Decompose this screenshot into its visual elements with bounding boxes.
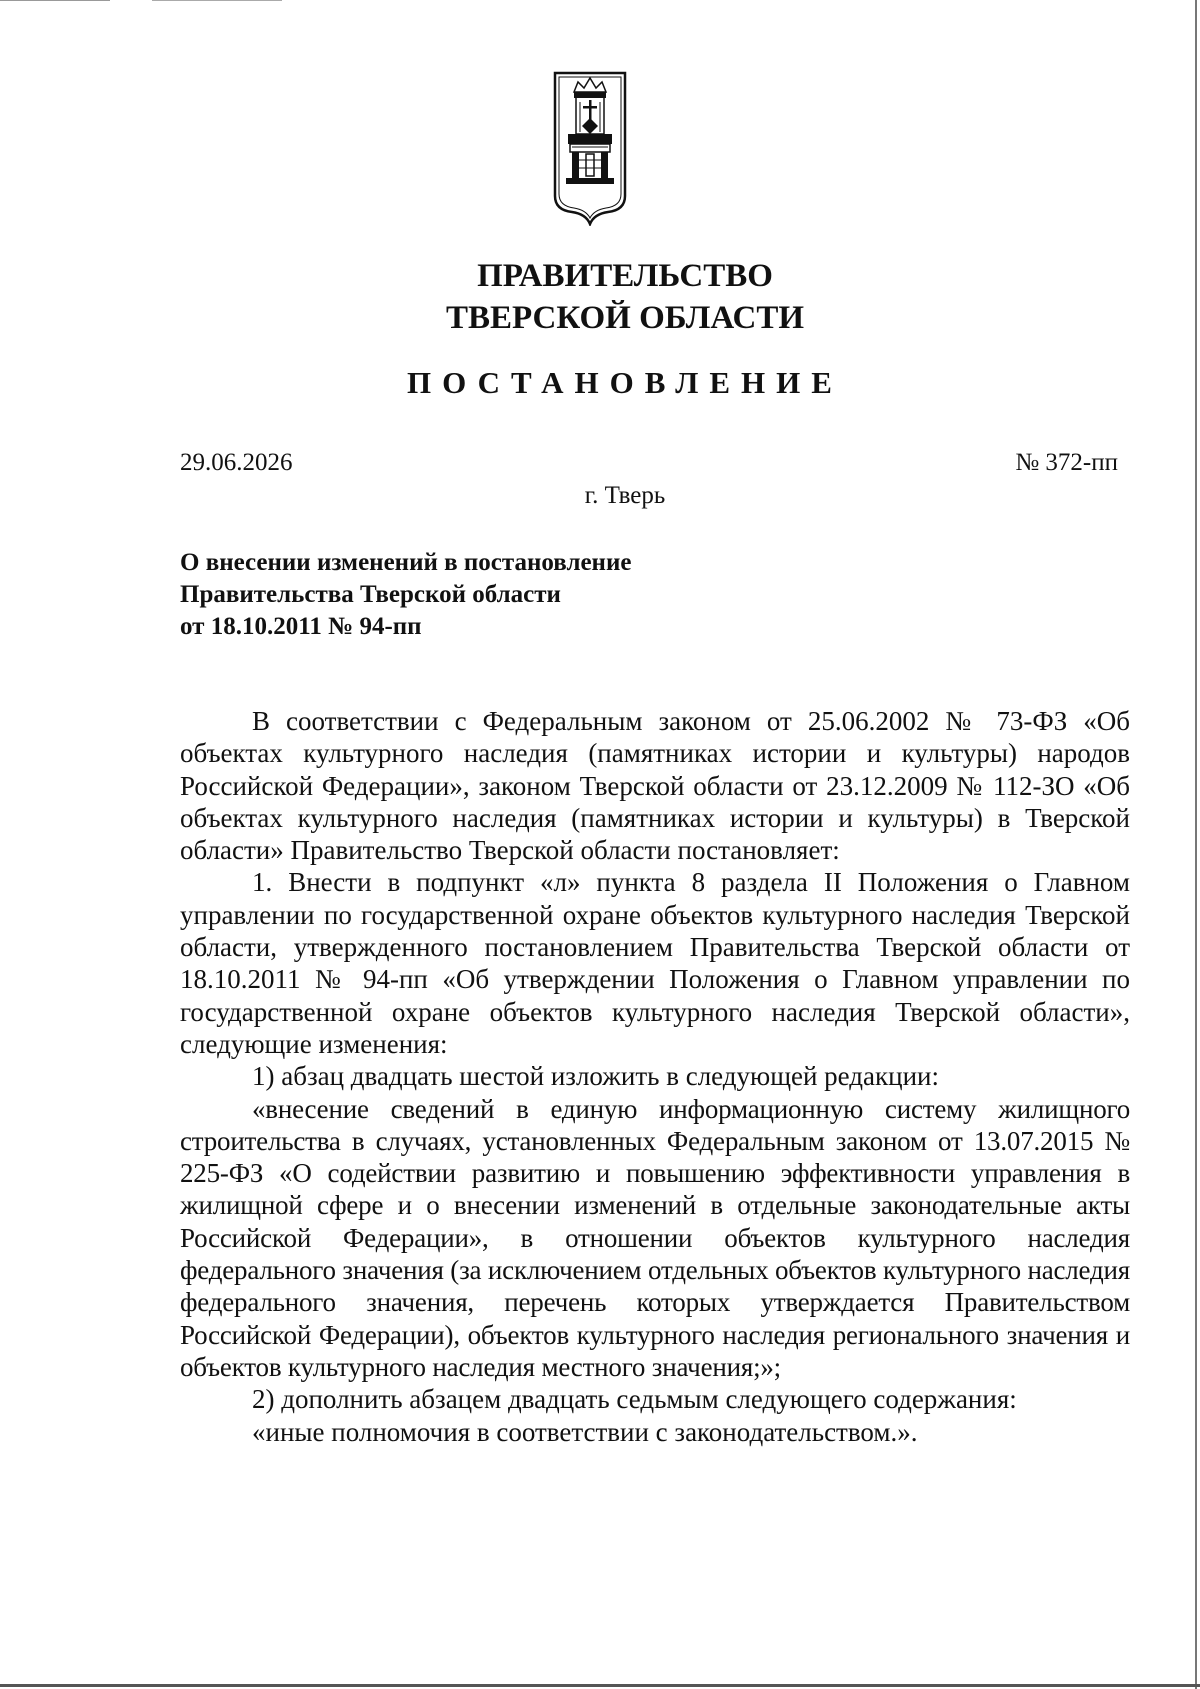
item-1-1-text-paragraph: «внесение сведений в единую информационную систему жилищного строительства в случаях, установленных Федеральным законом от 13.07.2015 № 225-ФЗ «О содействии развитию и повышению эффективности управления в жилищной сфере и о внесении изменений в отдельные законодательные акты Российской Федерации», в отношении объектов культурного наследия федерального значения (за исключением отдельных объектов культурного наследия федерального значения, перечень которых утверждается Правительством Российской Федерации), объектов культурного наследия регионального значения и объектов культурного наследия местного значения;»; bbox=[180, 1093, 1130, 1382]
document-city: г. Тверь bbox=[584, 482, 666, 509]
document-date: 29.06.2026 bbox=[180, 449, 293, 476]
scan-artifact-line bbox=[152, 0, 282, 1]
org-name-line1: ПРАВИТЕЛЬСТВО bbox=[477, 258, 773, 294]
item-1-1-paragraph: 1) абзац двадцать шестой изложить в следующей редакции: bbox=[252, 1061, 939, 1092]
scan-artifact-edge bbox=[1195, 0, 1197, 1689]
scan-artifact-edge bbox=[0, 1684, 1200, 1687]
organization-name bbox=[0, 255, 1200, 339]
item-1-2-text-paragraph: «иные полномочия в соответствии с законодательством.». bbox=[252, 1416, 918, 1447]
preamble-paragraph: В соответствии с Федеральным законом от 25.06.2002 № 73-ФЗ «Об объектах культурного наследия (памятниках истории и культуры) народов Российской Федерации», законом Тверской области от 23.12.2009 № 112-ЗО «Об объектах культурного наследия (памятниках истории и культуры) в Тверской области» Правительство Тверской области постановляет: bbox=[180, 706, 1130, 866]
document-number: № 372-пп bbox=[1015, 449, 1118, 476]
item-1-2-paragraph: 2) дополнить абзацем двадцать седьмым следующего содержания: bbox=[252, 1384, 1017, 1415]
coat-of-arms-emblem bbox=[552, 70, 628, 226]
subject-line1: О внесении изменений в постановление bbox=[180, 549, 632, 576]
scan-artifact-line bbox=[0, 0, 110, 1]
document-type-title: ПОСТАНОВЛЕНИЕ bbox=[407, 365, 843, 400]
org-name-line2: ТВЕРСКОЙ ОБЛАСТИ bbox=[445, 300, 805, 336]
subject-line3: от 18.10.2011 № 94-пп bbox=[180, 613, 422, 640]
subject-line2: Правительства Тверской области bbox=[180, 581, 561, 608]
document-subject bbox=[180, 547, 631, 643]
item-1-paragraph: 1. Внести в подпункт «л» пункта 8 раздела II Положения о Главном управлении по государственной охране объектов культурного наследия Тверской области, утвержденного постановлением Правительства Тверской области от 18.10.2011 № 94-пп «Об утверждении Положения о Главном управлении по государственной охране объектов культурного наследия Тверской области», следующие изменения: bbox=[180, 867, 1130, 1059]
document-body bbox=[180, 705, 1130, 1448]
